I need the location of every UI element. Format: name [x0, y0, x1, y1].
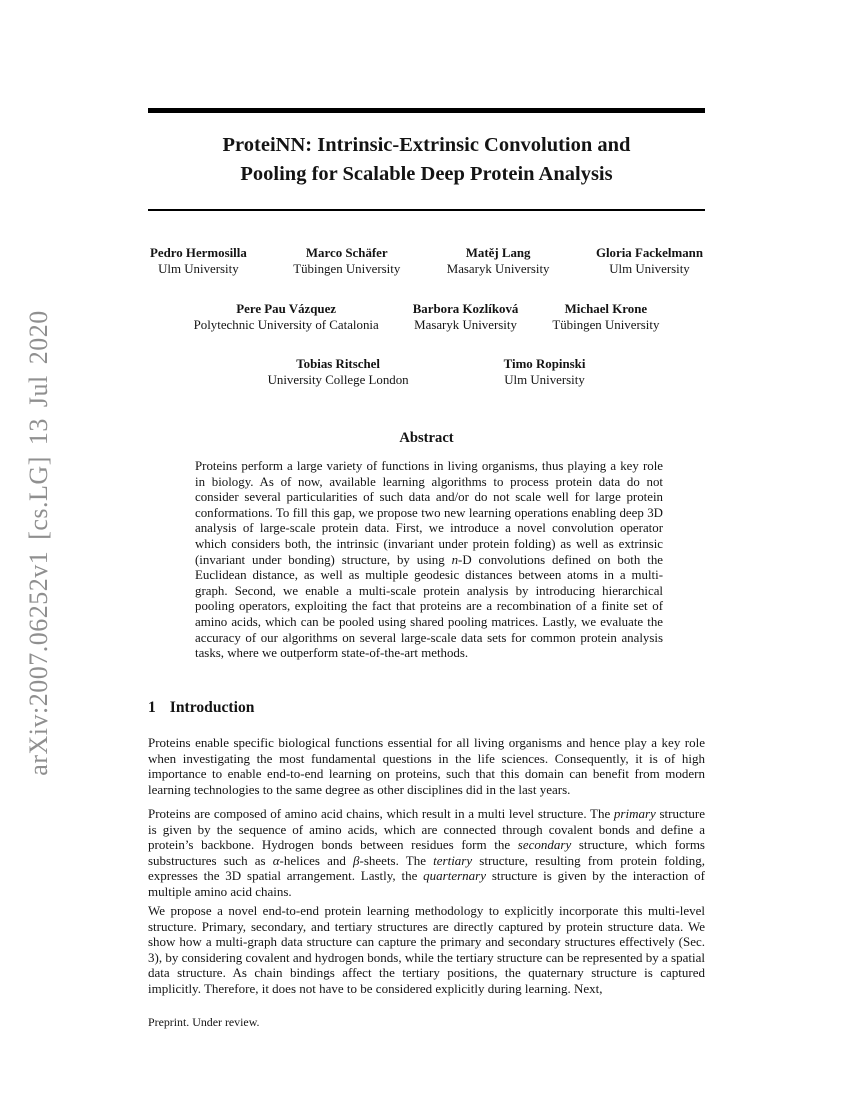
paper-title-line-2: Pooling for Scalable Deep Protein Analysis	[240, 162, 613, 185]
paper-title-line-1: ProteiNN: Intrinsic-Extrinsic Convolution and	[222, 134, 631, 156]
abstract-text: Proteins perform a large variety of functions in living organisms, thus playing a key role in biology. As of now, available learning algorithms to process protein data do not consider several particularities of such data and/or do not scale well for large protein conformations. To fill this gap, we propose two new learning operations enabling deep 3D analysis of large-scale protein data. First, we introduce a novel convolution operator which considers both, the intrinsic (invariant under protein folding) as well as extrinsic (invariant under bonding) structure, by using n-D convolutions defined on both the Euclidean distance, as well as multiple geodesic distances between atoms in a multi-graph. Second, we enable a multi-scale protein analysis by introducing hierarchical pooling operators, exploiting the fact that proteins are a recombination of a finite set of amino acids, which can be pooled using shared pooling matrices. Lastly, we evaluate the accuracy of our algorithms on several large-scale data sets for common protein analysis tasks, where we outperform state-of-the-art methods.	[195, 459, 663, 661]
author-affiliation: Ulm University	[609, 262, 690, 276]
author-name: Marco Schäfer	[305, 246, 388, 260]
paper-title	[148, 131, 705, 188]
author-block	[552, 301, 659, 333]
author-block	[504, 356, 586, 388]
author-block	[447, 245, 550, 277]
author-row-2	[148, 301, 705, 333]
author-affiliation: Polytechnic University of Catalonia	[193, 318, 379, 332]
intro-paragraph-1: Proteins enable specific biological functions essential for all living organisms and hence play a key role when investigating the most fundamental questions in the life sciences. Consequently, it is of high importance to enable end-to-end learning on proteins, such that this domain can benefit from modern learning technologies to the same degree as other disciplines did in the last years.	[148, 735, 705, 797]
author-block	[268, 356, 409, 388]
author-affiliation: Masaryk University	[446, 262, 550, 276]
section-heading-introduction	[148, 699, 254, 717]
author-affiliation: Ulm University	[504, 373, 585, 387]
author-affiliation: Masaryk University	[414, 318, 517, 332]
author-row-1	[148, 245, 705, 277]
author-name: Gloria Fackelmann	[595, 246, 703, 260]
title-rule	[148, 209, 705, 211]
author-name: Matěj Lang	[465, 246, 531, 260]
top-rule	[148, 108, 705, 113]
author-name: Timo Ropinski	[503, 357, 586, 371]
author-block	[194, 301, 379, 333]
abstract-heading: Abstract	[399, 430, 454, 446]
author-block	[293, 245, 400, 277]
section-number: 1	[148, 699, 156, 716]
preprint-footer-note: Preprint. Under review.	[148, 1015, 260, 1029]
intro-paragraph-2: Proteins are composed of amino acid chains, which result in a multi level structure. The primary structure is given by the sequence of amino acids, which are connected through covalent bonds and define a protein’s backbone. Hydrogen bonds between residues form the secondary structure, which forms substructures such as α-helices and β-sheets. The tertiary structure, resulting from protein folding, expresses the 3D spatial arrangement. Lastly, the quarternary structure is given by the interaction of multiple amino acid chains.	[148, 806, 705, 899]
author-affiliation: Tübingen University	[552, 318, 660, 332]
author-affiliation: Ulm University	[158, 262, 239, 276]
author-block	[150, 245, 247, 277]
author-row-3	[148, 356, 705, 388]
author-name: Pere Pau Vázquez	[236, 302, 337, 316]
author-affiliation: University College London	[267, 373, 409, 387]
author-name: Tobias Ritschel	[296, 357, 380, 371]
arxiv-watermark: arXiv:2007.06252v1 [cs.LG] 13 Jul 2020	[24, 310, 53, 776]
author-affiliation: Tübingen University	[293, 262, 401, 276]
section-title: Introduction	[169, 699, 255, 716]
author-name: Pedro Hermosilla	[150, 246, 247, 260]
author-name: Michael Krone	[564, 302, 648, 316]
content-column	[148, 0, 705, 1100]
author-block	[413, 301, 519, 333]
intro-paragraph-3: We propose a novel end-to-end protein learning methodology to explicitly incorporate this multi-level structure. Primary, secondary, and tertiary structures are directly captured by protein structure data. We show how a multi-graph data structure can capture the primary and secondary structures effectively (Sec. 3), by considering covalent and hydrogen bonds, while the tertiary structure can be represented by a spatial data structure. As chain bindings affect the tertiary positions, the quaternary structure is captured implicitly. Therefore, it does not have to be considered explicitly during learning. Next,	[148, 903, 705, 996]
author-name: Barbora Kozlíková	[412, 302, 519, 316]
author-block	[596, 245, 703, 277]
